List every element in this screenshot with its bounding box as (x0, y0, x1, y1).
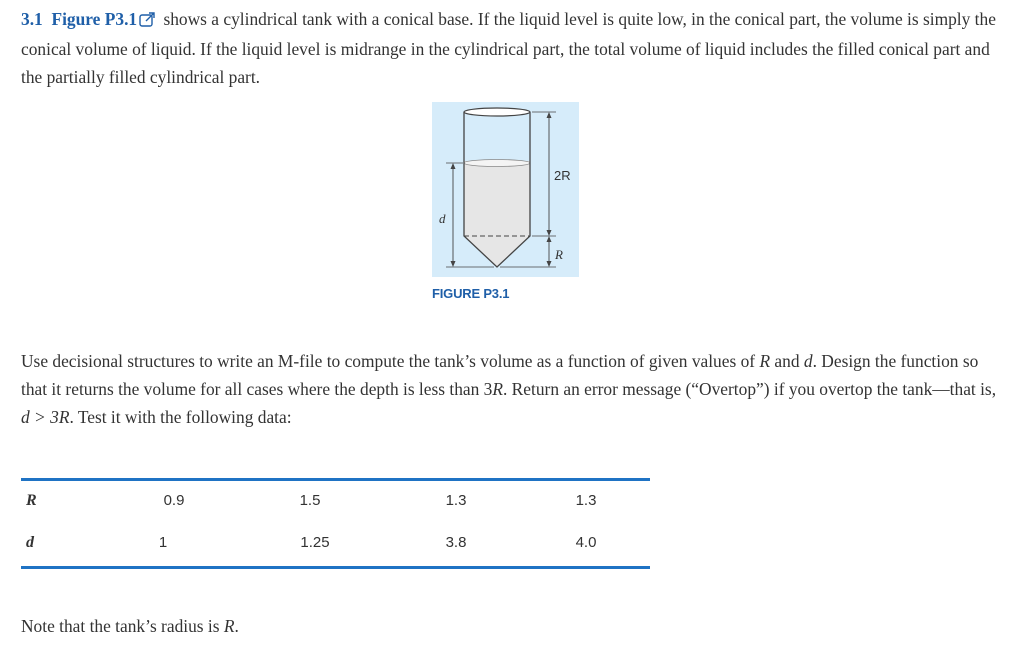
table-cell: 3.8 (445, 534, 467, 551)
label-2R: 2R (554, 168, 571, 183)
intro-text: shows a cylindrical tank with a conical base. If the liquid level is quite low, in the conical part, the volume is simply the conical volume of liquid. If the liquid level is midrange in the cylindrical part, the total volume of liquid includes the filled conical part and the partially filled cylindrical part. (21, 9, 996, 87)
data-table (21, 478, 650, 570)
table-cell: 1 (158, 534, 168, 551)
tank-top-rim (464, 108, 530, 116)
problem-instructions: Use decisional structures to write an M-file to compute the tank’s volume as a function of given values of R and d. Design the function so that it returns the volume for all cases where the depth is less than 3R. Return an error message (“Overtop”) if you overtop the tank—that is, d > 3R. Test it with the following data: (21, 351, 997, 427)
table-cell: 1.3 (445, 492, 467, 509)
tank-liquid-surface (464, 160, 530, 167)
table-cell: 0.9 (163, 492, 185, 509)
figure-link[interactable]: Figure P3.1 (51, 9, 138, 29)
external-link-icon[interactable] (139, 7, 156, 35)
figure-caption: FIGURE P3.1 (432, 286, 510, 301)
problem-intro (21, 5, 1006, 91)
tank-figure (432, 102, 579, 277)
label-R: R (555, 247, 563, 262)
row-label-d: d (26, 534, 34, 551)
table-cell: 1.3 (575, 492, 597, 509)
table-bottom-rule (21, 566, 650, 569)
table-cell: 1.5 (299, 492, 321, 509)
table-cell: 4.0 (575, 534, 597, 551)
label-d: d (439, 211, 446, 226)
table-cell: 1.25 (300, 534, 330, 551)
row-label-R: R (26, 492, 37, 509)
problem-number: 3.1 (21, 9, 43, 29)
note: Note that the tank’s radius is R. (21, 616, 239, 636)
table-top-rule (21, 478, 650, 481)
